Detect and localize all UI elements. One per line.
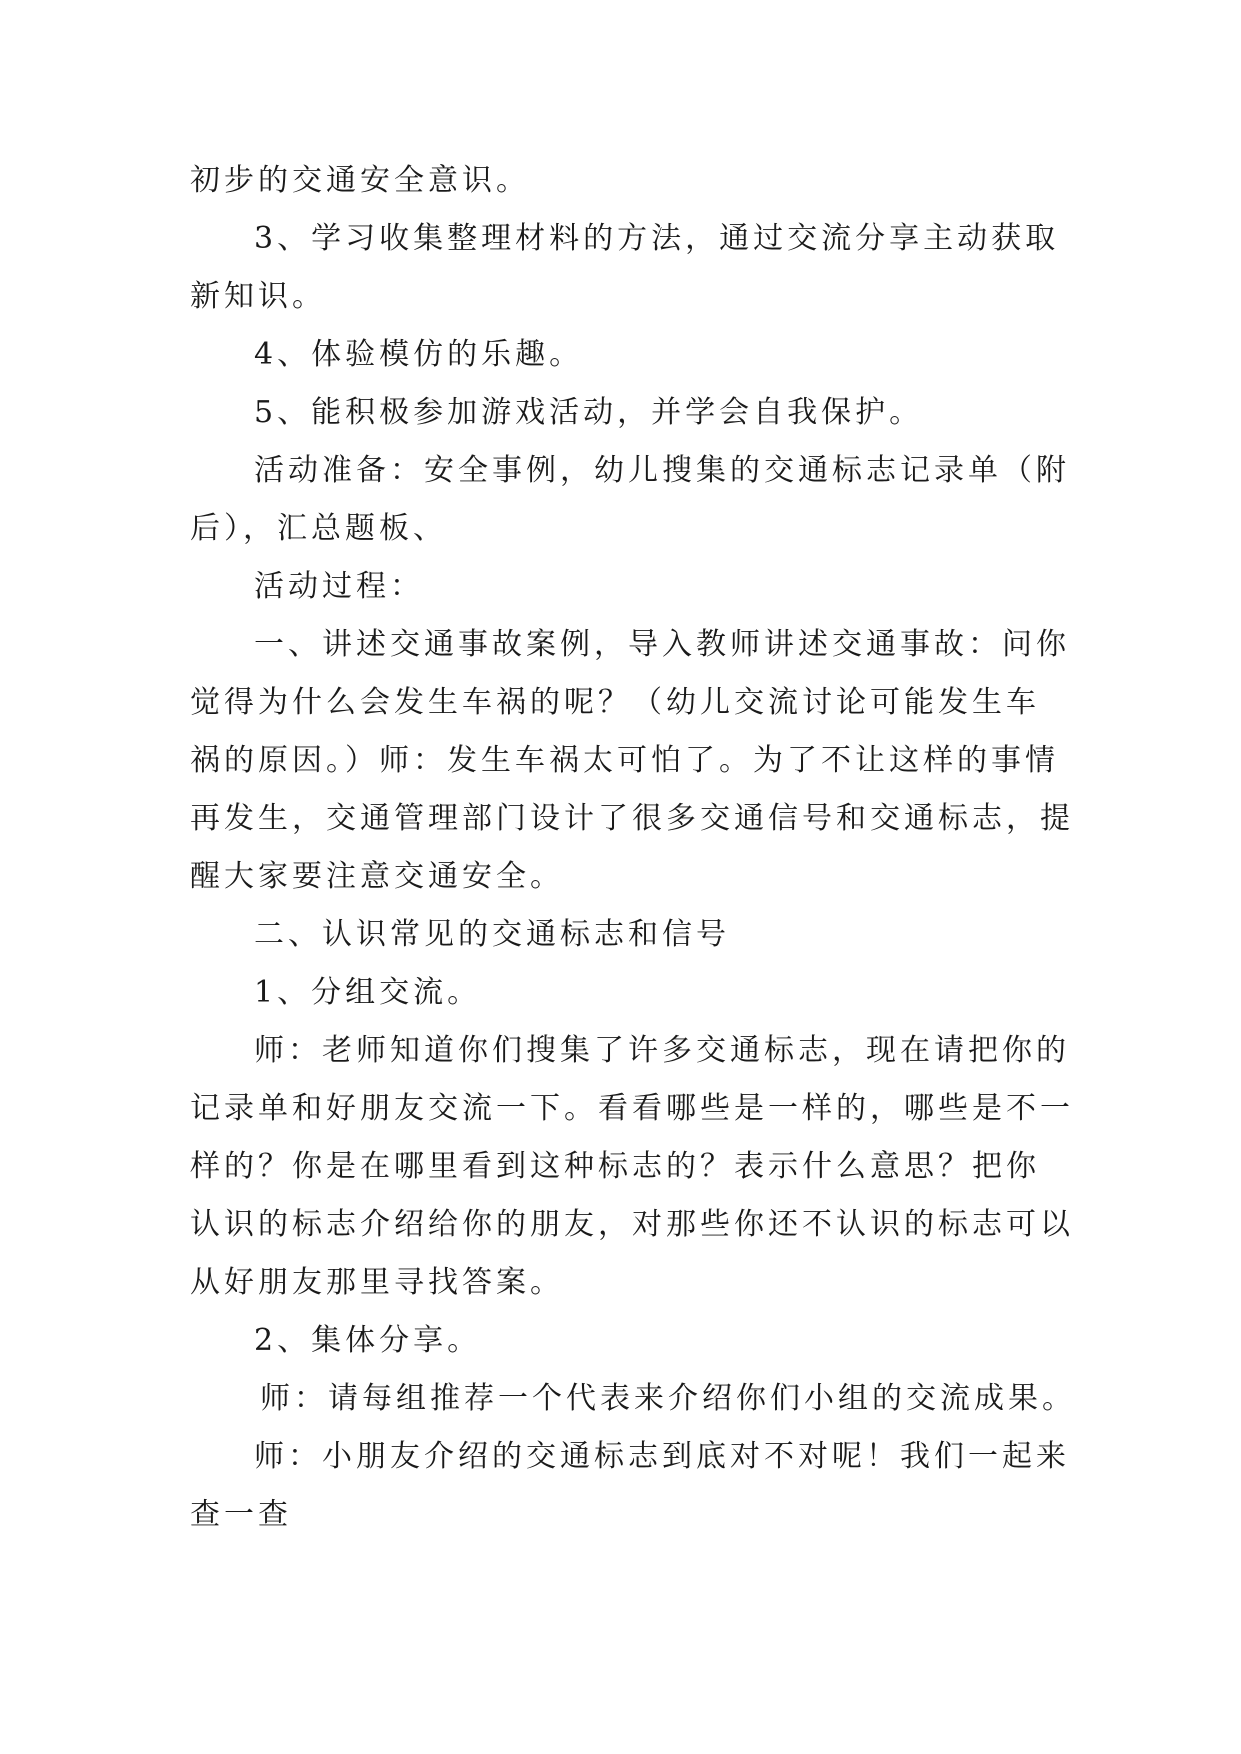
text-line: 一、讲述交通事故案例，导入教师讲述交通事故：问你 [254, 627, 1070, 662]
text-line: 2、集体分享。 [254, 1323, 482, 1358]
text-line: 醒大家要注意交通安全。 [190, 859, 564, 894]
text-line: 新知识。 [190, 279, 326, 314]
text-line: 3、学习收集整理材料的方法，通过交流分享主动获取 [254, 221, 1060, 256]
text-line: 活动准备：安全事例，幼儿搜集的交通标志记录单（附 [254, 453, 1070, 488]
text-line: 初步的交通安全意识。 [190, 163, 530, 198]
text-line: 1、分组交流。 [254, 975, 482, 1010]
text-line: 5、能积极参加游戏活动，并学会自我保护。 [254, 395, 924, 430]
text-line: 4、体验模仿的乐趣。 [254, 337, 584, 372]
text-line: 从好朋友那里寻找答案。 [190, 1265, 564, 1300]
text-line: 后），汇总题板、 [190, 511, 447, 546]
text-line: 觉得为什么会发生车祸的呢？（幼儿交流讨论可能发生车 [190, 685, 1040, 720]
text-line: 师：老师知道你们搜集了许多交通标志，现在请把你的 [254, 1033, 1070, 1068]
text-line: 认识的标志介绍给你的朋友，对那些你还不认识的标志可以 [190, 1207, 1074, 1242]
text-line: 活动过程： [254, 569, 424, 604]
text-line: 师：小朋友介绍的交通标志到底对不对呢！我们一起来 [254, 1439, 1070, 1474]
document-body [190, 152, 1076, 1544]
text-line: 再发生，交通管理部门设计了很多交通信号和交通标志，提 [190, 801, 1074, 836]
text-line: 样的？你是在哪里看到这种标志的？表示什么意思？把你 [190, 1149, 1040, 1184]
text-line: 祸的原因。）师：发生车祸太可怕了。为了不让这样的事情 [190, 743, 1059, 778]
text-line: 记录单和好朋友交流一下。看看哪些是一样的，哪些是不一 [190, 1091, 1074, 1126]
text-line: 查一查 [190, 1497, 292, 1532]
text-line: 师：请每组推荐一个代表来介绍你们小组的交流成果。 [260, 1381, 1076, 1416]
text-line: 二、认识常见的交通标志和信号 [254, 917, 730, 952]
